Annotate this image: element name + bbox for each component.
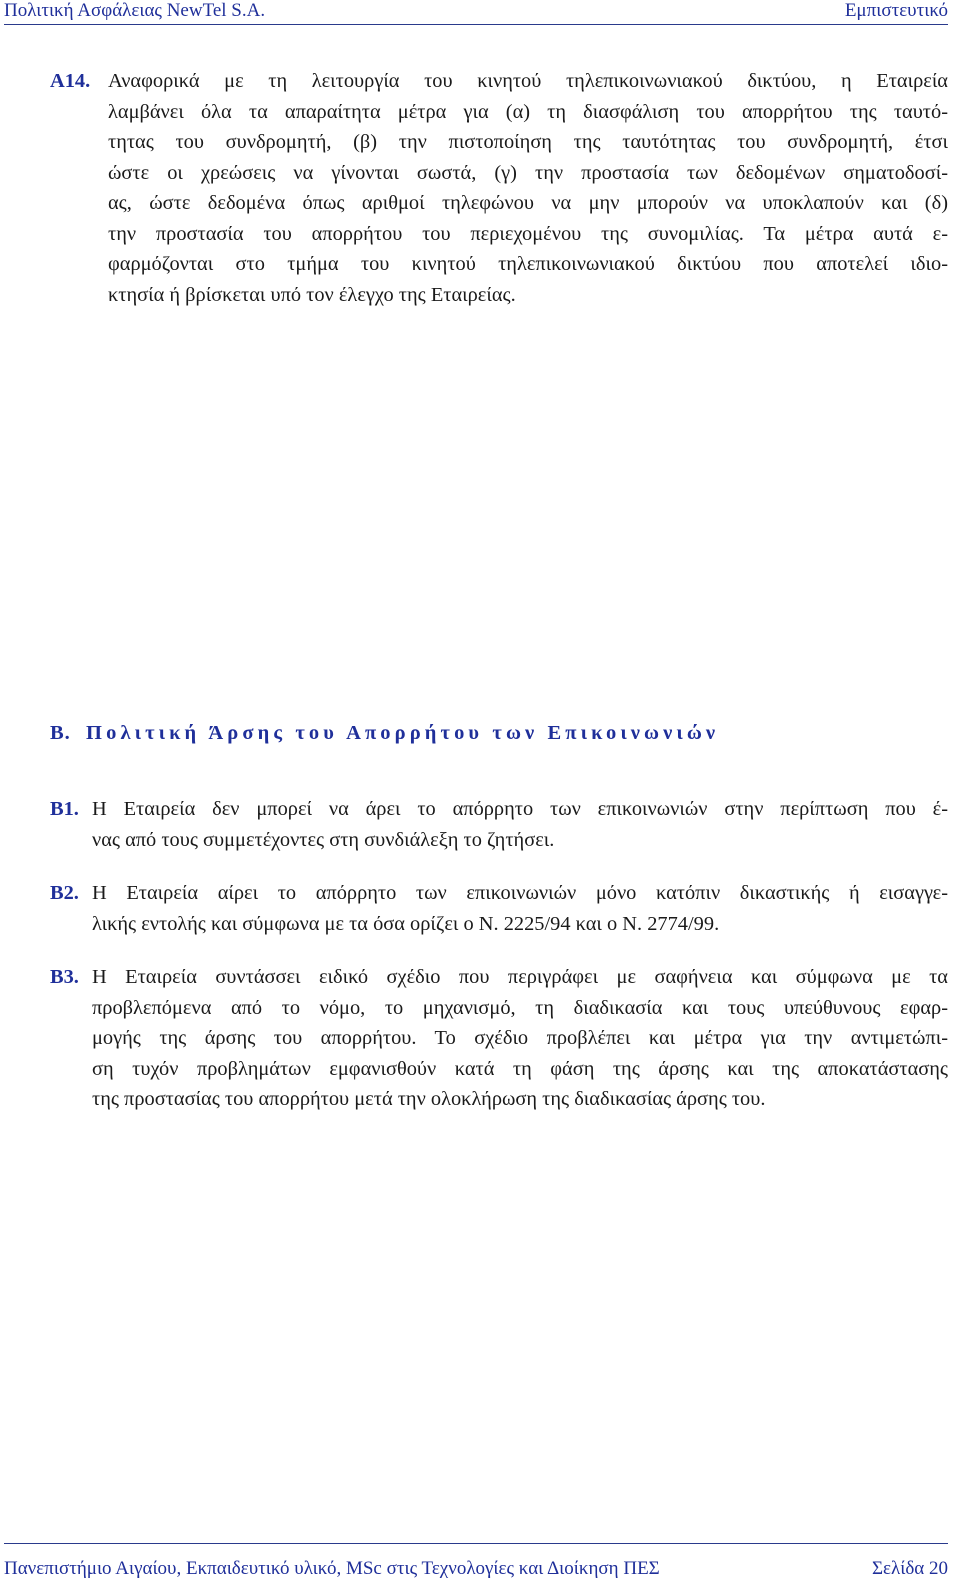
page-header — [4, 0, 948, 25]
paragraph-a14 — [50, 66, 948, 310]
text-line: Η Εταιρεία δεν μπορεί να άρει το απόρρητο των επικοινωνιών στην περίπτωση που έ- — [92, 798, 948, 820]
section-number: Β. — [50, 722, 71, 744]
text-line: ας, ώστε δεδομένα όπως αριθμοί τηλεφώνου να μην μπορούν να υποκλαπούν και (δ) — [108, 192, 948, 214]
paragraph-label: Β1. — [50, 798, 79, 820]
text-line: ση τυχόν προβλημάτων εμφανισθούν κατά τη φάση της άρσης και της αποκατάστασης — [92, 1057, 948, 1080]
text-line: ώστε οι χρεώσεις να γίνονται σωστά, (γ) την προστασία των δεδομένων σηματοδοσί- — [108, 161, 948, 184]
paragraph-label: Β2. — [50, 882, 79, 904]
paragraph-label: Β3. — [50, 966, 79, 988]
paragraph-body — [92, 962, 948, 1115]
text-line: μογής της άρσης του απορρήτου. Το σχέδιο προβλέπει και μέτρα για την αντιμετώπι- — [92, 1027, 948, 1049]
paragraph-label: A14. — [50, 70, 91, 92]
text-line: νας από τους συμμετέχοντες στη συνδιάλεξη το ζητήσει. — [92, 828, 555, 851]
text-line: την προστασία του απορρήτου του περιεχομένου της συνομιλίας. Τα μέτρα αυτά ε- — [108, 222, 948, 245]
paragraph-b2-text — [50, 878, 948, 939]
text-line: λαμβάνει όλα τα απαραίτητα μέτρα για (α) τη διασφάλιση του απορρήτου της ταυτό- — [108, 100, 948, 123]
text-line: προβλεπόμενα από το νόμο, το μηχανισμό, τη διαδικασία και τους υπεύθυνους εφαρ- — [92, 996, 948, 1019]
text-line: της προστασίας του απορρήτου μετά την ολοκλήρωση της διαδικασίας άρσης του. — [92, 1088, 766, 1110]
paragraph-b3 — [50, 962, 948, 1115]
footer-page-number: Σελίδα 20 — [871, 1558, 948, 1579]
header-document-title: Πολιτική Ασφάλειας NewTel S.A. — [4, 0, 266, 21]
text-line: Η Εταιρεία αίρει το απόρρητο των επικοινωνιών μόνο κατόπιν δικαστικής ή εισαγγε- — [92, 882, 948, 904]
text-line: Αναφορικά με τη λειτουργία του κινητού τηλεπικοινωνιακού δικτύου, η Εταιρεία — [108, 70, 948, 92]
text-line: τητας του συνδρομητή, (β) την πιστοποίηση της ταυτότητας του συνδρομητή, έτσι — [108, 131, 948, 153]
page-footer — [4, 1543, 948, 1586]
paragraph-b1 — [50, 794, 948, 855]
header-classification: Εμπιστευτικό — [844, 0, 948, 21]
section-title: Πολιτική Άρσης του Απορρήτου των Επικοινωνιών — [86, 722, 720, 744]
paragraph-body — [92, 794, 948, 855]
text-line: λικής εντολής και σύμφωνα με τα όσα ορίζει ο Ν. 2225/94 και ο Ν. 2774/99. — [92, 912, 720, 935]
footer-institution: Πανεπιστήμιο Αιγαίου, Εκπαιδευτικό υλικό, MSc στις Τεχνολογίες και Διοίκηση ΠΕΣ — [4, 1558, 660, 1579]
paragraph-body — [108, 66, 948, 310]
paragraph-body — [92, 878, 948, 939]
section-heading — [50, 722, 719, 745]
text-line: φαρμόζονται στο τμήμα του κινητού τηλεπικοινωνιακού δικτύου που αποτελεί ιδιο- — [108, 253, 948, 275]
text-line: κτησία ή βρίσκεται υπό τον έλεγχο της Εταιρείας. — [108, 283, 516, 306]
text-line: Η Εταιρεία συντάσσει ειδικό σχέδιο που περιγράφει με σαφήνεια και σύμφωνα με τα — [92, 966, 948, 988]
